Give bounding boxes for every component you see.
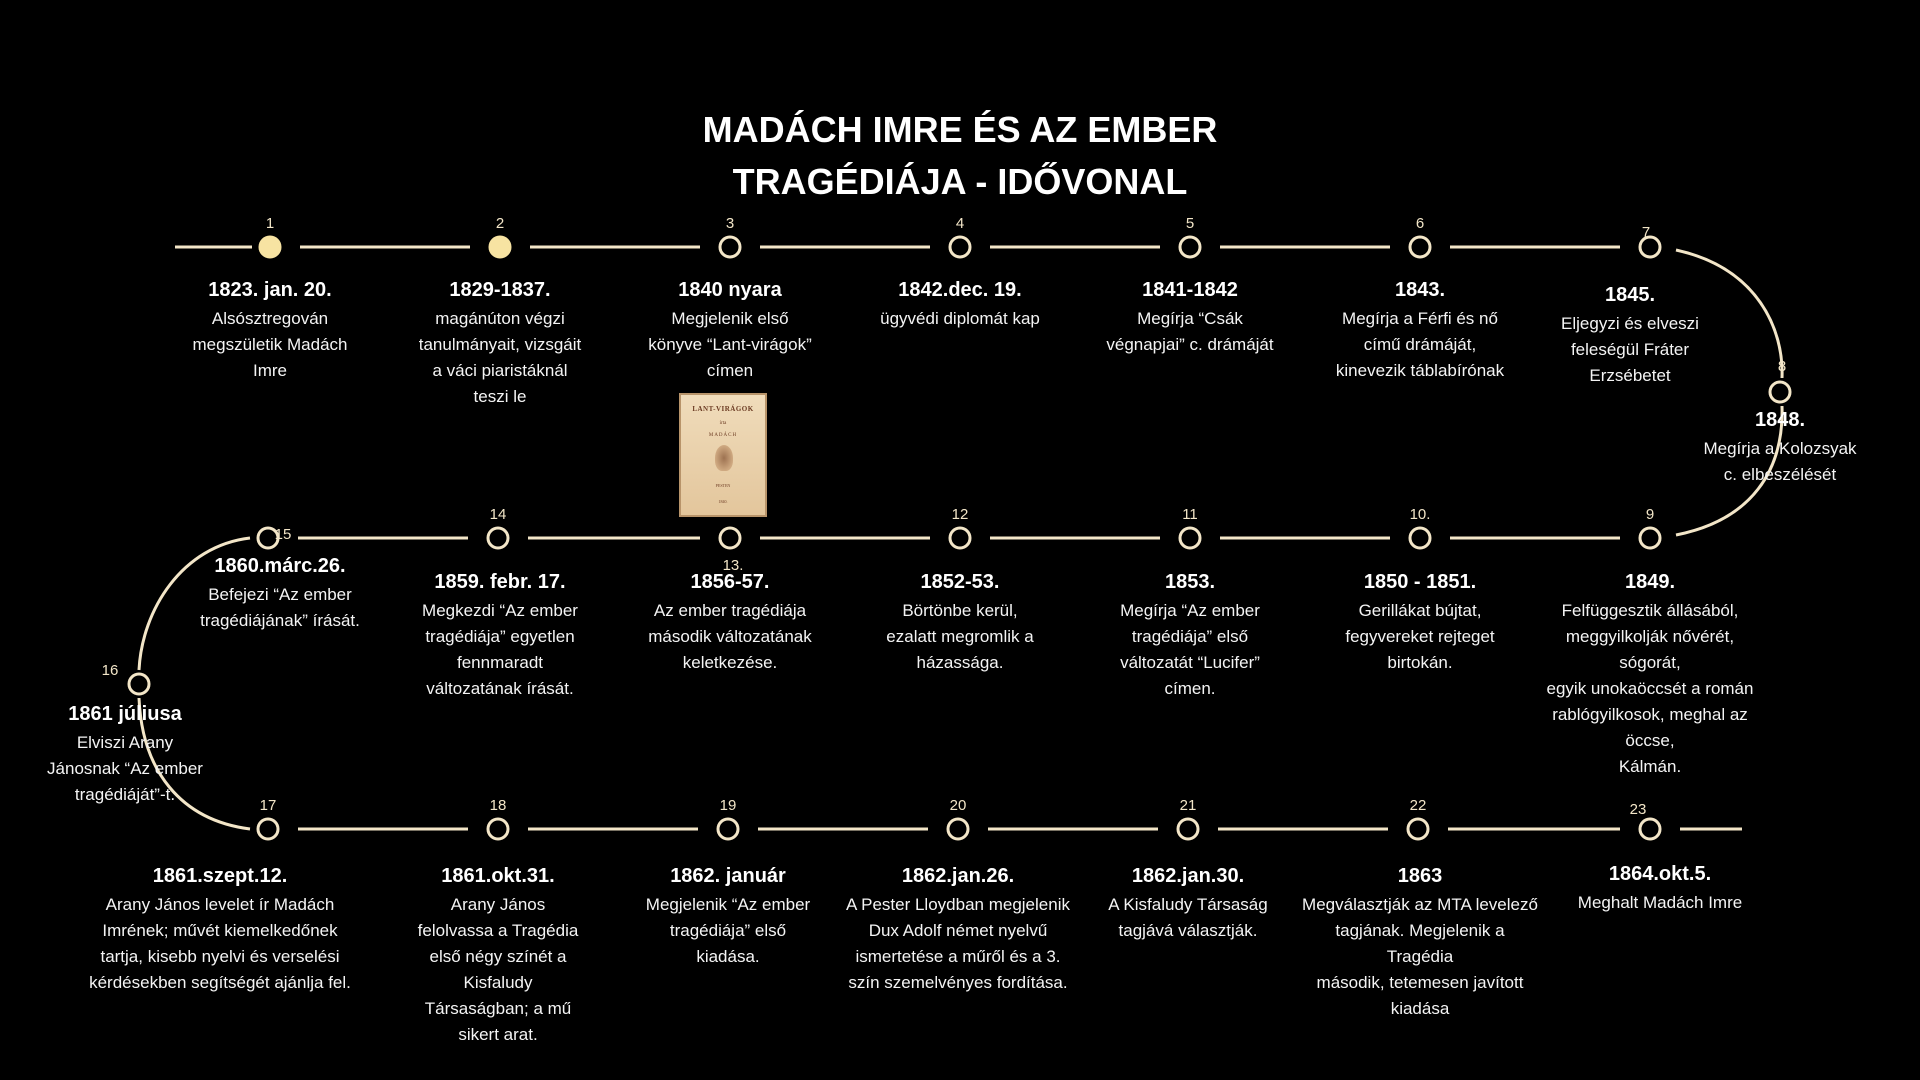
- event-date: 1852-53.: [920, 571, 1000, 593]
- event-description-line: Imre: [253, 361, 287, 380]
- event-description-line: Megjelenik “Az ember: [645, 895, 811, 914]
- event-description-line: címen.: [1164, 679, 1216, 698]
- event-description-line: feleségül Fráter: [1570, 340, 1690, 359]
- event-description-line: Megválasztják az MTA levelező: [1302, 895, 1538, 914]
- event-number: 20: [949, 797, 967, 814]
- event-description-line: tragédiája” első: [1131, 627, 1249, 646]
- timeline-event: [1078, 864, 1298, 944]
- event-number: 8: [1777, 358, 1787, 375]
- timeline-node-16: [129, 674, 149, 694]
- event-description-line: Kisfaludy: [463, 973, 533, 992]
- timeline-event: [1540, 570, 1760, 780]
- event-date: 1863: [1397, 865, 1443, 887]
- event-description-line: első négy színét a: [429, 947, 567, 966]
- event-description-line: birtokán.: [1387, 653, 1453, 672]
- event-date: 1853.: [1164, 571, 1216, 593]
- timeline-node-22: [1408, 819, 1428, 839]
- event-description-line: Megkezdi “Az ember: [422, 601, 578, 620]
- event-description-line: kérdésekben segítségét ajánlja fel.: [89, 973, 351, 992]
- event-description-line: tagjává választják.: [1118, 921, 1258, 940]
- event-description-line: Meghalt Madách Imre: [1577, 893, 1743, 912]
- timeline-node-23: [1640, 819, 1660, 839]
- timeline-event: [620, 570, 840, 676]
- event-description-line: felolvassa a Tragédia: [417, 921, 579, 940]
- event-description-line: Jánosnak “Az ember: [47, 759, 203, 778]
- event-date: 1841-1842: [1142, 279, 1238, 301]
- event-description-line: kiadása.: [696, 947, 760, 966]
- timeline-event: [618, 864, 838, 970]
- event-number: 15: [274, 526, 292, 543]
- event-date: 1862.jan.30.: [1131, 865, 1245, 887]
- event-description-line: Elviszi Arany: [76, 733, 174, 752]
- event-date: 1848.: [1754, 409, 1806, 431]
- event-description-line: tragédiájának” írását.: [200, 611, 360, 630]
- timeline-event: [170, 554, 390, 634]
- event-description-line: Dux Adolf német nyelvű: [868, 921, 1048, 940]
- event-description-line: változatának írását.: [426, 679, 574, 698]
- event-description-line: című drámáját,: [1363, 335, 1477, 354]
- book-ornament-icon: [715, 445, 733, 471]
- event-date: 1842.dec. 19.: [898, 279, 1022, 301]
- event-description-line: tragédiája” első: [669, 921, 787, 940]
- event-description-line: kiadása: [1390, 999, 1450, 1018]
- event-number: 17: [259, 797, 277, 814]
- event-description-line: tagjának. Megjelenik a Tragédia: [1335, 921, 1505, 966]
- event-description-line: ismertetése a műről és a 3.: [855, 947, 1061, 966]
- timeline-event: [1560, 862, 1760, 916]
- event-description-line: ezalatt megromlik a: [886, 627, 1034, 646]
- event-number: 23: [1629, 801, 1647, 818]
- timeline-event: [620, 278, 840, 384]
- timeline-node-21: [1178, 819, 1198, 839]
- event-date: 1862.jan.26.: [901, 865, 1015, 887]
- timeline-event: [1300, 864, 1540, 1022]
- timeline-node-8: [1770, 382, 1790, 402]
- event-description-line: tartja, kisebb nyelvi és verselési: [100, 947, 340, 966]
- timeline-event: [65, 864, 375, 996]
- event-date: 1860.márc.26.: [214, 555, 346, 577]
- timeline-node-11: [1180, 528, 1200, 548]
- event-description-line: magánúton végzi: [435, 309, 565, 328]
- event-description-line: fegyvereket rejteget: [1345, 627, 1495, 646]
- event-description-line: Eljegyzi és elveszi: [1561, 314, 1699, 333]
- timeline-event: [850, 278, 1070, 332]
- event-date: 1850 - 1851.: [1363, 571, 1477, 593]
- event-number: 6: [1415, 215, 1425, 232]
- timeline-event: [30, 702, 220, 808]
- event-description-line: Társaságban; a mű: [424, 999, 572, 1018]
- event-description-line: második változatának: [648, 627, 812, 646]
- timeline-node-4: [950, 237, 970, 257]
- event-description-line: fennmaradt: [457, 653, 543, 672]
- timeline-node-6: [1410, 237, 1430, 257]
- event-description-line: Erzsébetet: [1589, 366, 1671, 385]
- event-number: 16: [101, 662, 119, 679]
- event-date: 1845.: [1604, 284, 1656, 306]
- timeline-node-12: [950, 528, 970, 548]
- event-description-line: megszületik Madách: [192, 335, 348, 354]
- event-date: 1823. jan. 20.: [208, 279, 332, 301]
- event-description-line: címen: [706, 361, 754, 380]
- event-number: 12: [951, 506, 969, 523]
- event-description-line: Megjelenik első: [671, 309, 789, 328]
- event-number: 1: [265, 215, 275, 232]
- event-description-line: Az ember tragédiája: [653, 601, 807, 620]
- event-date: 1861 júliusa: [68, 703, 182, 725]
- timeline-node-19: [718, 819, 738, 839]
- event-description-line: Megírja “Csák: [1137, 309, 1243, 328]
- timeline-event: [1080, 278, 1300, 358]
- event-description-line: ügyvédi diplomát kap: [880, 309, 1040, 328]
- event-description-line: tragédiája” egyetlen: [425, 627, 575, 646]
- timeline-node-14: [488, 528, 508, 548]
- book-cover-year: 1840.: [718, 499, 728, 504]
- event-description-line: Megírja a Kolozsyak: [1703, 439, 1857, 458]
- event-number: 21: [1179, 797, 1197, 814]
- event-date: 1861.szept.12.: [152, 865, 288, 887]
- book-cover-title: LANT-VIRÁGOK: [692, 405, 754, 413]
- timeline-event: [160, 278, 380, 384]
- event-description-line: második, tetemesen javított: [1316, 973, 1524, 992]
- event-description-line: változatát “Lucifer”: [1120, 653, 1260, 672]
- book-cover-by: írta: [719, 421, 727, 426]
- timeline-event: [850, 570, 1070, 676]
- book-cover-place: PESTEN: [715, 483, 731, 488]
- timeline-node-20: [948, 819, 968, 839]
- timeline-event: [1310, 570, 1530, 676]
- timeline-node-18: [488, 819, 508, 839]
- event-date: 1859. febr. 17.: [434, 571, 566, 593]
- event-description-line: Felfüggesztik állásából,: [1561, 601, 1739, 620]
- timeline-node-17: [258, 819, 278, 839]
- event-description-line: A Kisfaludy Társaság: [1108, 895, 1268, 914]
- title-line-2: TRAGÉDIÁJA - IDŐVONAL: [732, 161, 1188, 202]
- event-number: 22: [1409, 797, 1427, 814]
- timeline-node-2: [490, 237, 510, 257]
- event-description-line: könyve “Lant-virágok”: [648, 335, 812, 354]
- event-number: 10.: [1409, 506, 1431, 523]
- event-description-line: Befejezi “Az ember: [208, 585, 352, 604]
- event-description-line: meggyilkolják nővérét, sógorát,: [1565, 627, 1735, 672]
- event-number: 9: [1645, 506, 1655, 523]
- event-date: 1829-1837.: [449, 279, 551, 301]
- lant-viragok-book-cover-icon: [679, 393, 767, 517]
- event-description-line: Börtönbe kerül,: [902, 601, 1018, 620]
- event-description-line: rablógyilkosok, meghal az öccse,: [1552, 705, 1748, 750]
- timeline-event: [1310, 278, 1530, 384]
- event-description-line: Alsósztregován: [211, 309, 329, 328]
- event-description-line: Imrének; művét kiemelkedőnek: [102, 921, 338, 940]
- timeline-node-3: [720, 237, 740, 257]
- event-number: 5: [1185, 215, 1195, 232]
- event-date: 1843.: [1394, 279, 1446, 301]
- event-description-line: Gerillákat bújtat,: [1358, 601, 1482, 620]
- event-description-line: c. elbeszélését: [1723, 465, 1837, 484]
- event-date: 1849.: [1624, 571, 1676, 593]
- event-number: 4: [955, 215, 965, 232]
- timeline-node-1: [260, 237, 280, 257]
- event-description-line: Arany János: [450, 895, 546, 914]
- timeline-event: [1520, 283, 1740, 389]
- event-number: 14: [489, 506, 507, 523]
- event-date: 1861.okt.31.: [441, 865, 555, 887]
- event-number: 2: [495, 215, 505, 232]
- timeline-event: [820, 864, 1096, 996]
- event-description-line: Megírja a Férfi és nő: [1342, 309, 1498, 328]
- event-description-line: végnapjai” c. drámáját: [1106, 335, 1274, 354]
- event-description-line: Kálmán.: [1618, 757, 1682, 776]
- event-description-line: házassága.: [916, 653, 1004, 672]
- title-line-1: MADÁCH IMRE ÉS AZ EMBER: [702, 109, 1218, 150]
- timeline-node-9: [1640, 528, 1660, 548]
- timeline-event: [1680, 408, 1880, 488]
- event-description-line: tanulmányait, vizsgáit: [418, 335, 582, 354]
- event-description-line: egyik unokaöccsét a román: [1546, 679, 1754, 698]
- event-description-line: Arany János levelet ír Madách: [105, 895, 335, 914]
- event-number: 13.: [722, 557, 744, 574]
- event-date: 1856-57.: [690, 571, 770, 593]
- event-description-line: a váci piaristáknál: [432, 361, 568, 380]
- event-date: 1864.okt.5.: [1608, 863, 1712, 885]
- event-description-line: A Pester Lloydban megjelenik: [846, 895, 1070, 914]
- timeline-event: [390, 570, 610, 702]
- event-description-line: szín szemelvényes fordítása.: [848, 973, 1068, 992]
- book-cover-author: MADÁCH: [708, 433, 738, 438]
- event-description-line: sikert arat.: [458, 1025, 538, 1044]
- timeline-event: [390, 278, 610, 410]
- event-date: 1862. január: [670, 865, 786, 887]
- event-number: 3: [725, 215, 735, 232]
- event-date: 1840 nyara: [678, 279, 782, 301]
- event-description-line: Megírja “Az ember: [1120, 601, 1260, 620]
- timeline-node-10: [1410, 528, 1430, 548]
- event-number: 18: [489, 797, 507, 814]
- event-description-line: keletkezése.: [682, 653, 778, 672]
- event-description-line: tragédiáját”-t.: [74, 785, 176, 804]
- timeline-node-13: [720, 528, 740, 548]
- event-description-line: teszi le: [473, 387, 527, 406]
- event-number: 11: [1182, 506, 1198, 523]
- timeline-node-5: [1180, 237, 1200, 257]
- event-description-line: kinevezik táblabírónak: [1335, 361, 1505, 380]
- event-number: 7: [1641, 224, 1651, 241]
- event-number: 19: [719, 797, 737, 814]
- timeline-event: [388, 864, 608, 1048]
- timeline-event: [1080, 570, 1300, 702]
